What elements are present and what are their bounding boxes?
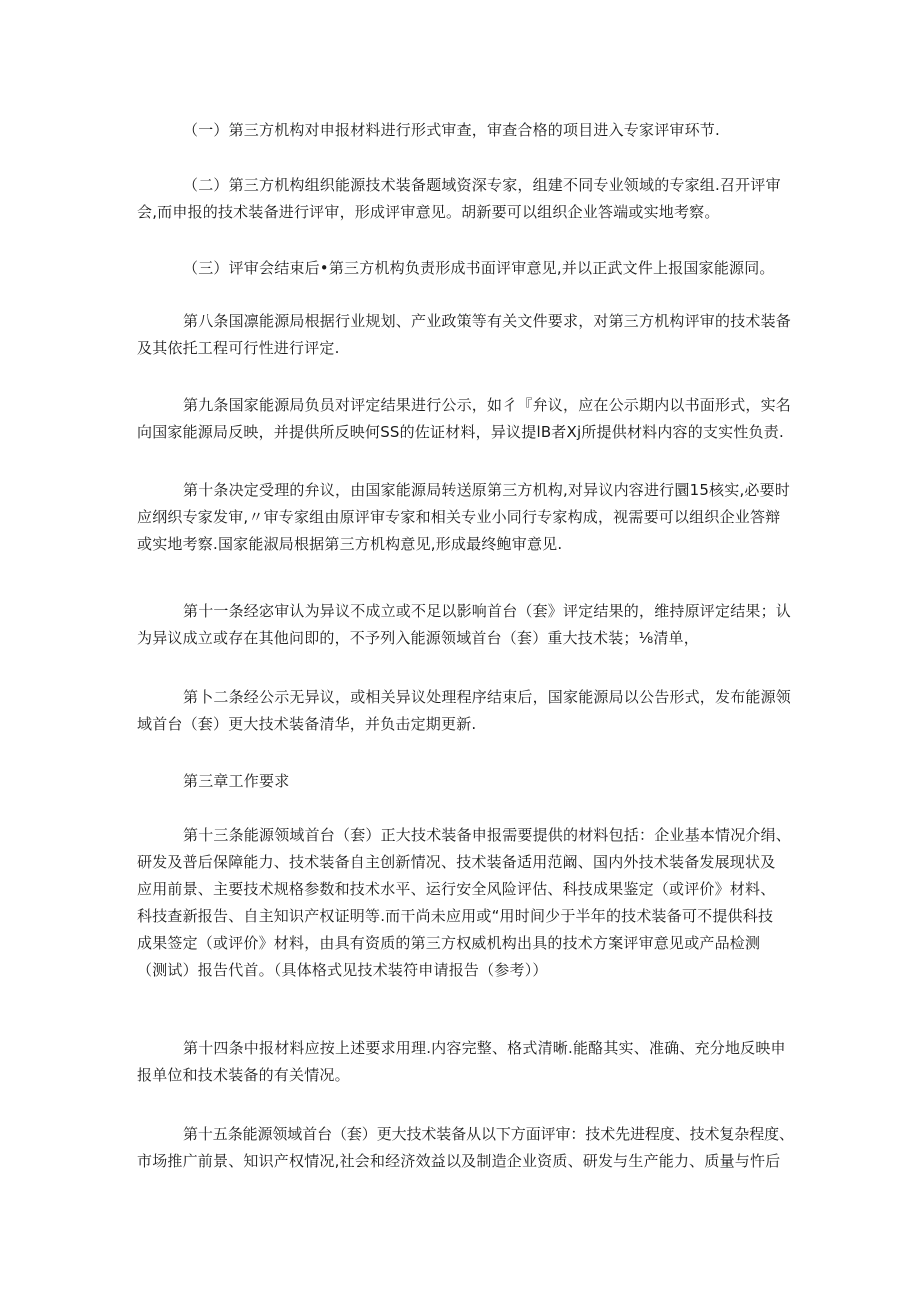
paragraph-line: 第卜二条经公示无异议，或相关异议处理程序结束后，国家能源局以公告形式，发布能源领 xyxy=(183,688,792,706)
paragraph-item-11 xyxy=(137,1035,797,1089)
paragraph-item-6 xyxy=(137,477,797,558)
paragraph-line: 第九条国家能源局负员对评定结果进行公示，如彳『弁议，应在公示期内以书面形式，实名 xyxy=(183,396,792,414)
paragraph-item-12 xyxy=(137,1121,797,1175)
paragraph-line: （二）第三方机构组织能源技术装备题域资深专家，组建不同专业领域的专家组.召开评审 xyxy=(183,176,781,194)
paragraph-line: 研发及普后保障能力、技术装备自主创新情况、技术装备适用范阚、国内外技术装备发展现状及 xyxy=(137,853,776,871)
paragraph-line: 第十一条经宓审认为异议不成立或不足以影响首台（套》评定结果的，维持原评定结果；认 xyxy=(183,602,792,620)
paragraph-item-4 xyxy=(137,308,797,362)
paragraph-line: 或实地考察.国家能淑局根据第三方机构意见,形成最终鲍审意见. xyxy=(137,535,563,553)
paragraph-line: 应用前景、主要技术规格参数和技术水平、运行安全风险评估、科技成果鉴定（或评价》材料、 xyxy=(137,880,776,898)
paragraph-line: 向国家能源局反映，并提供所反映何SS的佐证材料，异议提lB者Xj所提供材料内容的支实性负责. xyxy=(137,423,784,441)
paragraph-line: （测试）报告代首。（具体格式见技术装符申请报告（参考）） xyxy=(137,961,548,979)
paragraph-line: 市场推广前景、知识产权情况,社会和经济效益以及制造企业资质、研发与生产能力、质量与忤后 xyxy=(137,1152,781,1170)
paragraph-line: 应纲织专家发审,〃审专家组由原评审专家和相关专业小同行专家构成，视需要可以组织企业答辩 xyxy=(137,508,781,526)
paragraph-item-8 xyxy=(137,684,797,738)
paragraph-item-2 xyxy=(137,172,797,226)
paragraph-line: 会,而申报的技术装备进行评审，形成评审意见。胡新要可以组织企业答端或实地考察。 xyxy=(137,203,720,221)
paragraph-line: 第十五条能源领域首台（套）更大技术装备从以下方面评审：技术先进程度、技术复杂程度、 xyxy=(183,1125,794,1143)
paragraph-line: 域首台（套）更大技术装备清华，并负击定期更新. xyxy=(137,715,477,733)
paragraph-item-3 xyxy=(137,255,797,282)
paragraph-line: 报单位和技术装备的有关情况。 xyxy=(137,1066,350,1084)
paragraph-line: 第八条国凛能源局根据行业规划、产业政策等有关文件要求，对第三方机构评审的技术装备 xyxy=(183,312,792,330)
paragraph-line: 第十四条中报材料应按上述要求用理.内容完整、格式清晰.能酪其实、准确、充分地反映申 xyxy=(183,1039,786,1057)
paragraph-item-1 xyxy=(137,117,797,144)
paragraph-line: 第十条决定受理的弁议，由国家能源局转送原第三方机构,对异议内容进行圜15核实,必要时 xyxy=(183,481,791,499)
paragraph-line: （三）评审会结束后•第三方机构负责形成书面评审意见,并以正武文件上报国家能源同。 xyxy=(183,259,775,277)
paragraph-line: 第十三条能源领域首台（套）正大技术装备申报需要提供的材料包括：企业基本情况介绢、 xyxy=(183,826,792,844)
paragraph-line: 成果签定（或评价》材料，由具有资质的第三方权威机构出具的技术方案评审意见或产品检测 xyxy=(137,934,761,952)
chapter-heading-text: 第三章工作要求 xyxy=(183,772,290,790)
paragraph-item-5 xyxy=(137,392,797,446)
paragraph-line: （一）第三方机构对申报材料进行形式审查，审查合格的项目进入专家评审环节. xyxy=(183,121,720,139)
paragraph-item-10 xyxy=(137,822,797,984)
paragraph-item-7 xyxy=(137,598,797,652)
chapter-heading xyxy=(137,768,797,795)
paragraph-line: 为异议成立或存在其他问即的，不予列入能源领域首台（套）重大技术装；⅛清单， xyxy=(137,629,699,647)
paragraph-line: 及其依托工程可行性进行评定. xyxy=(137,339,340,357)
paragraph-line: 科技查新报告、自主知识产权证明等.而干尚未应用或“用时间少于半年的技术装备可不提供科技 xyxy=(137,907,774,925)
